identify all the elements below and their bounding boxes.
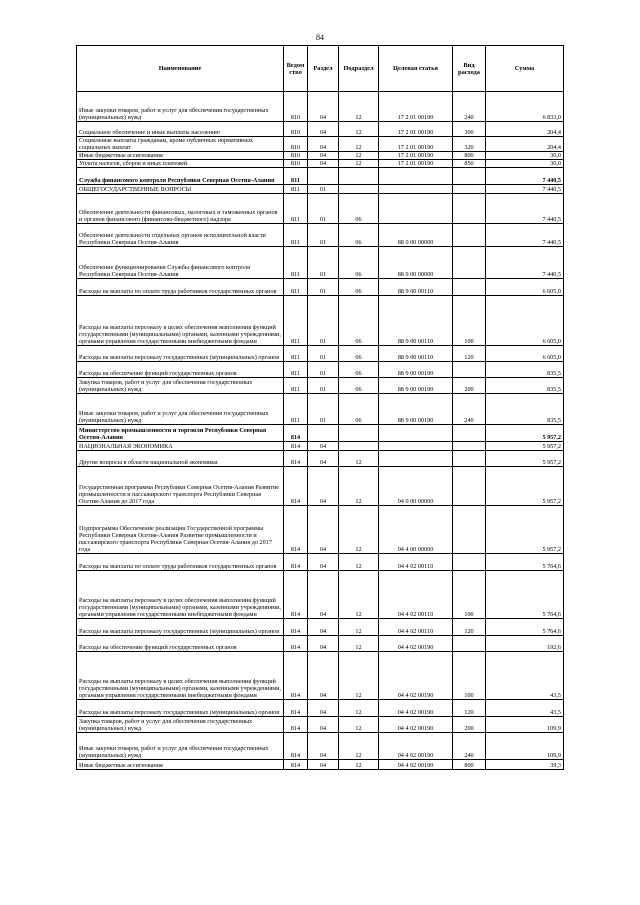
table-row <box>77 122 564 137</box>
row-razdel: 04 <box>308 636 339 652</box>
row-sum: 7 440,5 <box>486 194 564 224</box>
row-name: Расходы на выплаты персоналу государственных (муниципальных) органов <box>77 346 284 362</box>
row-ved: 811 <box>284 185 308 194</box>
row-ved: 811 <box>284 168 308 185</box>
table-row <box>77 619 564 636</box>
row-sum: 43,5 <box>486 652 564 700</box>
row-sum: 204,4 <box>486 122 564 137</box>
row-vid: 240 <box>453 394 486 425</box>
row-name: Обеспечение функционирования Службы финансового контроля Республики Северная Осетия-Алания <box>77 247 284 279</box>
row-sum: 5 764,6 <box>486 619 564 636</box>
row-target: 04 4 02 00110 <box>379 554 453 571</box>
row-razdel: 04 <box>308 92 339 122</box>
row-sum: 5 957,2 <box>486 451 564 467</box>
row-name: Государственная программа Республики Северная Осетия-Алания Развитие промышленности и пассажирского транспорта Республики Северная Осетия-Алания до 2017 года <box>77 467 284 506</box>
row-razdel: 04 <box>308 160 339 168</box>
row-podrazdel: 12 <box>339 700 379 717</box>
row-target: 88 0 00 00000 <box>379 224 453 247</box>
row-ved: 814 <box>284 425 308 442</box>
row-vid <box>453 224 486 247</box>
row-podrazdel: 06 <box>339 362 379 378</box>
table-row <box>77 152 564 160</box>
row-target: 17 2 01 00190 <box>379 137 453 152</box>
row-target: 88 9 00 00110 <box>379 279 453 296</box>
table-row <box>77 362 564 378</box>
row-name: Расходы на обеспечение функций государственных органов <box>77 362 284 378</box>
row-target: 88 9 00 00000 <box>379 247 453 279</box>
row-target <box>379 194 453 224</box>
row-podrazdel: 12 <box>339 152 379 160</box>
row-ved: 811 <box>284 394 308 425</box>
row-podrazdel: 12 <box>339 92 379 122</box>
row-name: Расходы на выплаты персоналу в целях обеспечения выполнения функций государственными (муниципальными) органами, казенными учреждениями, органами управления государственными внебюджетными фондами <box>77 652 284 700</box>
row-sum: 6 605,0 <box>486 279 564 296</box>
row-name: Обеспечение деятельности финансовых, налоговых и таможенных органов и органов финансового (финансово-бюджетного) надзора <box>77 194 284 224</box>
row-name: Расходы на выплаты по оплате труда работников государственных органов <box>77 279 284 296</box>
row-razdel: 01 <box>308 394 339 425</box>
row-name: Иные бюджетные ассигнования <box>77 152 284 160</box>
row-vid <box>453 554 486 571</box>
row-ved: 811 <box>284 247 308 279</box>
row-target: 17 2 01 00190 <box>379 160 453 168</box>
row-target: 04 4 02 00190 <box>379 700 453 717</box>
row-razdel: 04 <box>308 442 339 451</box>
row-podrazdel: 12 <box>339 554 379 571</box>
row-sum: 204,4 <box>486 137 564 152</box>
row-podrazdel: 12 <box>339 636 379 652</box>
row-name: НАЦИОНАЛЬНАЯ ЭКОНОМИКА <box>77 442 284 451</box>
row-vid <box>453 506 486 554</box>
budget-table <box>76 45 564 770</box>
row-razdel: 04 <box>308 122 339 137</box>
row-vid: 240 <box>453 92 486 122</box>
table-row <box>77 760 564 770</box>
row-name: Подпрограмма Обеспечение реализации Государственной программы Республики Северная Осетия-Алания Развитие промышленности и пассажирского транспорта Республики Северная Осетия-Алания до 2017 года <box>77 506 284 554</box>
row-vid: 300 <box>453 122 486 137</box>
row-target: 04 4 00 00000 <box>379 506 453 554</box>
row-ved: 814 <box>284 571 308 619</box>
row-vid <box>453 194 486 224</box>
table-row <box>77 442 564 451</box>
row-razdel: 01 <box>308 296 339 346</box>
row-vid <box>453 185 486 194</box>
row-vid <box>453 425 486 442</box>
row-sum: 7 440,5 <box>486 185 564 194</box>
row-sum: 5 957,2 <box>486 506 564 554</box>
row-ved: 814 <box>284 506 308 554</box>
row-razdel: 04 <box>308 717 339 733</box>
row-sum: 192,6 <box>486 636 564 652</box>
row-ved: 811 <box>284 378 308 394</box>
row-vid <box>453 279 486 296</box>
table-row <box>77 224 564 247</box>
row-ved: 811 <box>284 224 308 247</box>
row-razdel: 01 <box>308 378 339 394</box>
row-sum: 30,0 <box>486 160 564 168</box>
row-target <box>379 168 453 185</box>
table-row <box>77 185 564 194</box>
row-podrazdel: 06 <box>339 378 379 394</box>
row-target: 04 4 02 00190 <box>379 717 453 733</box>
row-podrazdel: 12 <box>339 652 379 700</box>
row-vid: 850 <box>453 160 486 168</box>
row-podrazdel <box>339 442 379 451</box>
row-razdel: 01 <box>308 194 339 224</box>
header-vid: Вид расхода <box>453 46 486 92</box>
row-name: Другие вопросы в области национальной экономики <box>77 451 284 467</box>
header-razdel: Раздел <box>308 46 339 92</box>
row-target: 88 9 00 00110 <box>379 346 453 362</box>
row-podrazdel: 12 <box>339 160 379 168</box>
row-sum: 5 957,2 <box>486 467 564 506</box>
row-sum: 5 764,6 <box>486 571 564 619</box>
table-row <box>77 137 564 152</box>
row-sum: 109,9 <box>486 717 564 733</box>
row-podrazdel <box>339 185 379 194</box>
row-ved: 814 <box>284 451 308 467</box>
table-row <box>77 700 564 717</box>
row-ved: 810 <box>284 160 308 168</box>
row-target: 88 9 00 00190 <box>379 362 453 378</box>
row-vid <box>453 168 486 185</box>
row-vid: 200 <box>453 717 486 733</box>
table-body <box>77 92 564 770</box>
row-target: 04 4 02 00190 <box>379 760 453 770</box>
row-sum: 6 605,0 <box>486 346 564 362</box>
row-sum: 6 605,0 <box>486 296 564 346</box>
row-podrazdel <box>339 425 379 442</box>
table-header-row <box>77 46 564 92</box>
row-target: 04 4 02 00190 <box>379 636 453 652</box>
row-podrazdel: 12 <box>339 619 379 636</box>
row-vid: 100 <box>453 652 486 700</box>
row-vid: 800 <box>453 760 486 770</box>
row-ved: 811 <box>284 194 308 224</box>
row-razdel: 04 <box>308 571 339 619</box>
row-sum: 5 764,6 <box>486 554 564 571</box>
row-name: Иные закупки товаров, работ и услуг для обеспечения государственных (муниципальных) нужд <box>77 733 284 760</box>
row-name: Иные бюджетные ассигнования <box>77 760 284 770</box>
row-razdel: 04 <box>308 733 339 760</box>
row-vid <box>453 467 486 506</box>
row-name: Расходы на выплаты персоналу в целях обеспечения выполнения функций государственными (муниципальными) органами, казенными учреждениями, органами управления государственными внебюджетными фондами <box>77 296 284 346</box>
row-vid: 100 <box>453 571 486 619</box>
row-name: Закупка товаров, работ и услуг для обеспечения государственных (муниципальных) нужд <box>77 378 284 394</box>
table-row <box>77 92 564 122</box>
table-row <box>77 733 564 760</box>
row-target: 04 4 02 00190 <box>379 652 453 700</box>
row-podrazdel <box>339 168 379 185</box>
header-target: Целевая статья <box>379 46 453 92</box>
row-razdel: 04 <box>308 137 339 152</box>
row-sum: 109,9 <box>486 733 564 760</box>
row-name: Служба финансового контроля Республики Северная Осетия-Алания <box>77 168 284 185</box>
row-name: Социальные выплаты гражданам, кроме публичных нормативных социальных выплат <box>77 137 284 152</box>
row-name: Расходы на выплаты персоналу государственных (муниципальных) органов <box>77 619 284 636</box>
row-target: 04 0 00 00000 <box>379 467 453 506</box>
row-razdel: 04 <box>308 506 339 554</box>
row-ved: 811 <box>284 346 308 362</box>
row-target: 88 9 00 00190 <box>379 394 453 425</box>
table-row <box>77 160 564 168</box>
row-podrazdel: 12 <box>339 451 379 467</box>
row-target <box>379 442 453 451</box>
table-row <box>77 296 564 346</box>
row-name: Министерство промышленности и торговли Республики Северная Осетия-Алания <box>77 425 284 442</box>
row-vid: 120 <box>453 619 486 636</box>
row-razdel: 04 <box>308 152 339 160</box>
row-target: 88 9 00 00110 <box>379 296 453 346</box>
row-vid: 200 <box>453 378 486 394</box>
row-podrazdel: 12 <box>339 506 379 554</box>
row-name: Закупка товаров, работ и услуг для обеспечения государственных (муниципальных) нужд <box>77 717 284 733</box>
row-vid <box>453 451 486 467</box>
row-ved: 811 <box>284 362 308 378</box>
row-sum: 835,5 <box>486 394 564 425</box>
row-razdel: 04 <box>308 554 339 571</box>
row-target: 04 4 02 00110 <box>379 571 453 619</box>
row-ved: 810 <box>284 92 308 122</box>
row-ved: 814 <box>284 636 308 652</box>
row-vid: 320 <box>453 137 486 152</box>
table-row <box>77 378 564 394</box>
row-razdel: 04 <box>308 700 339 717</box>
row-ved: 810 <box>284 122 308 137</box>
row-razdel: 04 <box>308 467 339 506</box>
row-ved: 814 <box>284 652 308 700</box>
row-target <box>379 185 453 194</box>
header-name: Наименование <box>77 46 284 92</box>
row-ved: 814 <box>284 717 308 733</box>
row-podrazdel: 12 <box>339 571 379 619</box>
row-sum: 6 833,0 <box>486 92 564 122</box>
row-vid <box>453 442 486 451</box>
header-ved: Ведом ство <box>284 46 308 92</box>
row-podrazdel: 06 <box>339 279 379 296</box>
row-sum: 835,5 <box>486 378 564 394</box>
row-target <box>379 425 453 442</box>
header-sum: Сумма <box>486 46 564 92</box>
row-target: 17 2 01 00190 <box>379 152 453 160</box>
row-podrazdel: 12 <box>339 717 379 733</box>
table-row <box>77 467 564 506</box>
row-sum: 39,3 <box>486 760 564 770</box>
row-name: Обеспечение деятельности отдельных органов исполнительной власти Республики Северная Осетия-Алания <box>77 224 284 247</box>
table-row <box>77 636 564 652</box>
table-row <box>77 346 564 362</box>
row-sum: 835,5 <box>486 362 564 378</box>
table-row <box>77 425 564 442</box>
header-podrazdel: Подраздел <box>339 46 379 92</box>
row-podrazdel: 12 <box>339 467 379 506</box>
row-target: 17 2 01 00190 <box>379 122 453 137</box>
row-podrazdel: 06 <box>339 296 379 346</box>
row-sum: 43,5 <box>486 700 564 717</box>
row-ved: 814 <box>284 467 308 506</box>
row-ved: 814 <box>284 760 308 770</box>
table-row <box>77 168 564 185</box>
row-name: Социальное обеспечение и иные выплаты населению <box>77 122 284 137</box>
row-razdel: 04 <box>308 760 339 770</box>
row-vid: 800 <box>453 152 486 160</box>
row-ved: 811 <box>284 279 308 296</box>
table-row <box>77 194 564 224</box>
row-razdel: 01 <box>308 346 339 362</box>
table-row <box>77 279 564 296</box>
page-number: 84 <box>316 33 324 42</box>
row-podrazdel: 12 <box>339 137 379 152</box>
row-razdel: 04 <box>308 619 339 636</box>
row-podrazdel: 06 <box>339 194 379 224</box>
row-ved: 814 <box>284 442 308 451</box>
row-name: Иные закупки товаров, работ и услуг для обеспечения государственных (муниципальных) нужд <box>77 394 284 425</box>
row-name: Расходы на обеспечение функций государственных органов <box>77 636 284 652</box>
table-row <box>77 247 564 279</box>
row-ved: 814 <box>284 700 308 717</box>
row-podrazdel: 12 <box>339 122 379 137</box>
row-name: Расходы на выплаты персоналу государственных (муниципальных) органов <box>77 700 284 717</box>
row-razdel: 01 <box>308 362 339 378</box>
row-razdel: 01 <box>308 247 339 279</box>
table-row <box>77 451 564 467</box>
row-vid: 240 <box>453 733 486 760</box>
table-row <box>77 554 564 571</box>
row-razdel: 04 <box>308 652 339 700</box>
row-target <box>379 451 453 467</box>
row-vid <box>453 247 486 279</box>
row-razdel <box>308 168 339 185</box>
row-target: 88 9 00 00190 <box>379 378 453 394</box>
row-vid <box>453 636 486 652</box>
row-sum: 7 440,5 <box>486 247 564 279</box>
row-ved: 814 <box>284 554 308 571</box>
row-podrazdel: 06 <box>339 247 379 279</box>
row-target: 04 4 02 00110 <box>379 619 453 636</box>
row-razdel: 01 <box>308 185 339 194</box>
row-vid <box>453 362 486 378</box>
row-sum: 5 957,2 <box>486 442 564 451</box>
row-target: 04 4 02 00190 <box>379 733 453 760</box>
row-podrazdel: 06 <box>339 346 379 362</box>
row-name: Расходы на выплаты по оплате труда работников государственных органов <box>77 554 284 571</box>
row-razdel: 01 <box>308 224 339 247</box>
row-sum: 30,0 <box>486 152 564 160</box>
table-row <box>77 506 564 554</box>
row-sum: 5 957,2 <box>486 425 564 442</box>
row-ved: 810 <box>284 152 308 160</box>
row-name: Иные закупки товаров, работ и услуг для обеспечения государственных (муниципальных) нужд <box>77 92 284 122</box>
row-ved: 814 <box>284 619 308 636</box>
row-podrazdel: 12 <box>339 760 379 770</box>
row-vid: 120 <box>453 700 486 717</box>
table-row <box>77 717 564 733</box>
row-name: Уплата налогов, сборов и иных платежей <box>77 160 284 168</box>
row-razdel <box>308 425 339 442</box>
row-podrazdel: 12 <box>339 733 379 760</box>
row-podrazdel: 06 <box>339 394 379 425</box>
row-ved: 810 <box>284 137 308 152</box>
row-sum: 7 440,5 <box>486 168 564 185</box>
table-row <box>77 571 564 619</box>
row-razdel: 04 <box>308 451 339 467</box>
row-name: Расходы на выплаты персоналу в целях обеспечения выполнения функций государственными (муниципальными) органами, казенными учреждениями, органами управления государственными внебюджетными фондами <box>77 571 284 619</box>
row-podrazdel: 06 <box>339 224 379 247</box>
row-razdel: 01 <box>308 279 339 296</box>
table-row <box>77 394 564 425</box>
row-ved: 814 <box>284 733 308 760</box>
table-row <box>77 652 564 700</box>
row-sum: 7 440,5 <box>486 224 564 247</box>
row-target: 17 2 01 00190 <box>379 92 453 122</box>
row-vid: 100 <box>453 296 486 346</box>
row-vid: 120 <box>453 346 486 362</box>
row-ved: 811 <box>284 296 308 346</box>
row-name: ОБЩЕГОСУДАРСТВЕННЫЕ ВОПРОСЫ <box>77 185 284 194</box>
